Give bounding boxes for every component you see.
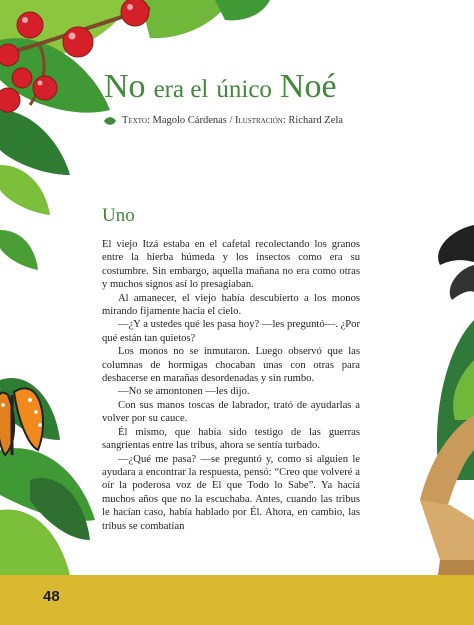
coffee-branch-illustration — [0, 0, 270, 270]
paragraph: Con sus manos toscas de labrador, trató de ayudarlas a volver por su cauce. — [102, 399, 360, 425]
credits-text-label: Texto — [122, 115, 147, 126]
butterfly-icon — [0, 388, 43, 455]
title-word: único — [216, 76, 272, 103]
title-word: era el — [153, 76, 209, 103]
page-number: 48 — [43, 588, 60, 605]
credits-line — [104, 115, 343, 126]
credits-illustrator: : Richard Zela — [282, 115, 343, 126]
paragraph: —¿Qué me pasa? —se preguntó y, como si alguien le ayudara a encontrar la respuesta, pensó: “Creo que volveré a oír la poderosa voz de El que Todo lo Sabe”. Ya hacía muchos años que no la escuchaba. Antes, cuando las tribus le hacían caso, había hablado por Él. Ahora, en cambio, las tribus se combatían — [102, 453, 360, 532]
title-word: No — [104, 68, 146, 105]
credits-illustration-label: Ilustración — [235, 115, 283, 126]
footer-band — [0, 575, 474, 625]
story-body — [102, 238, 360, 533]
bush-illustration — [0, 378, 95, 575]
right-figure-illustration — [420, 225, 474, 575]
paragraph: —¿Y a ustedes qué les pasa hoy? —les preguntó—. ¿Por qué están tan quietos? — [102, 319, 360, 344]
paragraph: Al amanecer, el viejo había descubierto a los monos mirando fijamente hacia el cielo. — [102, 292, 360, 318]
leaf-icon — [104, 117, 116, 125]
paragraph: —No se amontonen —les dijo. — [118, 386, 250, 398]
section-heading: Uno — [102, 205, 135, 226]
credits-author: : Magolo Cárdenas / — [146, 115, 236, 126]
paragraph: El viejo Itzá estaba en el cafetal recolectando los granos entre la hierba húmeda y los insectos como era su costumbre. Sin embargo, aquella mañana no era como otras y muchos signos así lo presagiaban. — [102, 239, 360, 291]
title-word: Noé — [279, 68, 337, 105]
paragraph: Los monos no se inmutaron. Luego observó que las columnas de hormigas chocaban unas con otras para deshacerse en marañas desordenadas y sin rumbo. — [102, 346, 360, 385]
story-title — [104, 62, 337, 114]
paragraph: Él mismo, que había sido testigo de las guerras sangrientas entre las tribus, ahora se sentía turbado. — [102, 426, 360, 452]
